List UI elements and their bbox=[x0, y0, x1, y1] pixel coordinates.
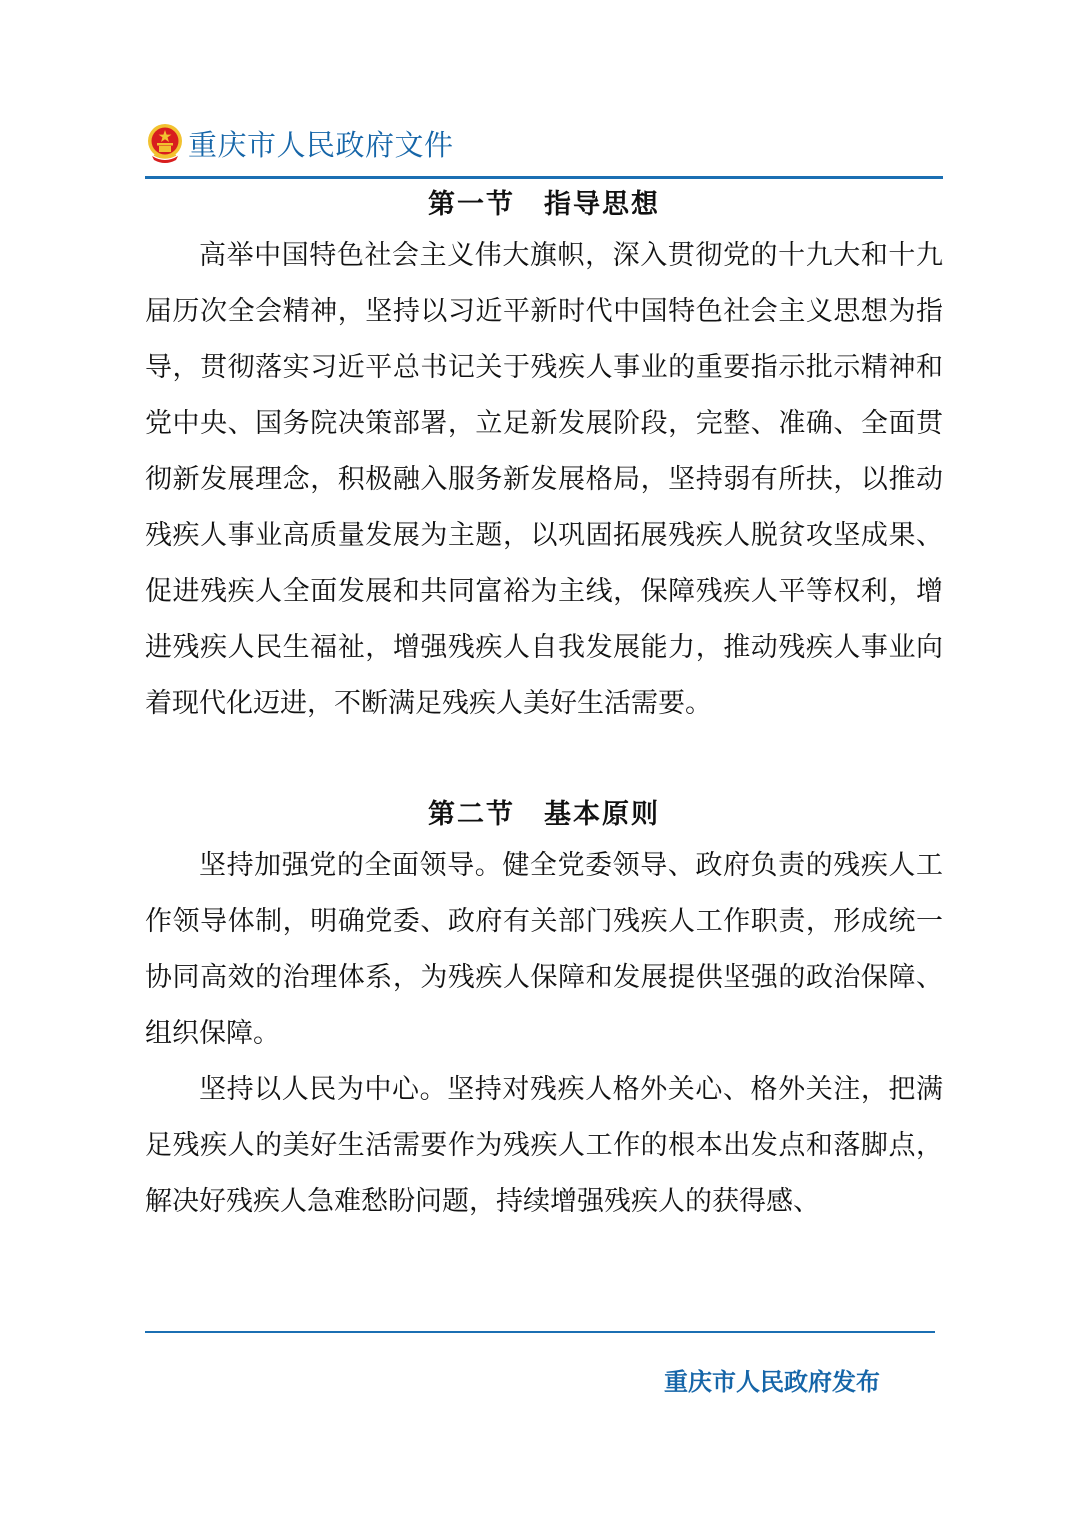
section-spacer bbox=[145, 732, 943, 792]
footer-divider bbox=[145, 1331, 935, 1333]
paragraph-people-centered: 坚持以人民为中心。坚持对残疾人格外关心、格外关注，把满足残疾人的美好生活需要作为残疾人工作的根本出发点和落脚点，解决好残疾人急难愁盼问题，持续增强残疾人的获得感、 bbox=[145, 1074, 943, 1217]
section-heading-guiding-ideology: 第一节 指导思想 bbox=[428, 189, 660, 220]
header-divider bbox=[145, 176, 943, 179]
header-title: 重庆市人民政府文件 bbox=[188, 127, 454, 162]
document-header bbox=[146, 118, 454, 168]
document-body bbox=[145, 182, 943, 1230]
paragraph-guiding-ideology: 高举中国特色社会主义伟大旗帜，深入贯彻党的十九大和十九届历次全会精神，坚持以习近平新时代中国特色社会主义思想为指导，贯彻落实习近平总书记关于残疾人事业的重要指示批示精神和党中央、国务院决策部署，立足新发展阶段，完整、准确、全面贯彻新发展理念，积极融入服务新发展格局，坚持弱有所扶，以推动残疾人事业高质量发展为主题，以巩固拓展残疾人脱贫攻坚成果、促进残疾人全面发展和共同富裕为主线，保障残疾人平等权利，增进残疾人民生福祉，增强残疾人自我发展能力，推动残疾人事业向着现代化迈进，不断满足残疾人美好生活需要。 bbox=[145, 240, 943, 719]
paragraph-party-leadership: 坚持加强党的全面领导。健全党委领导、政府负责的残疾人工作领导体制，明确党委、政府有关部门残疾人工作职责，形成统一协同高效的治理体系，为残疾人保障和发展提供坚强的政治保障、组织保障。 bbox=[145, 850, 943, 1049]
footer-publisher: 重庆市人民政府发布 bbox=[664, 1368, 880, 1396]
section-heading-basic-principles: 第二节 基本原则 bbox=[428, 799, 660, 830]
national-emblem-icon bbox=[146, 122, 184, 164]
